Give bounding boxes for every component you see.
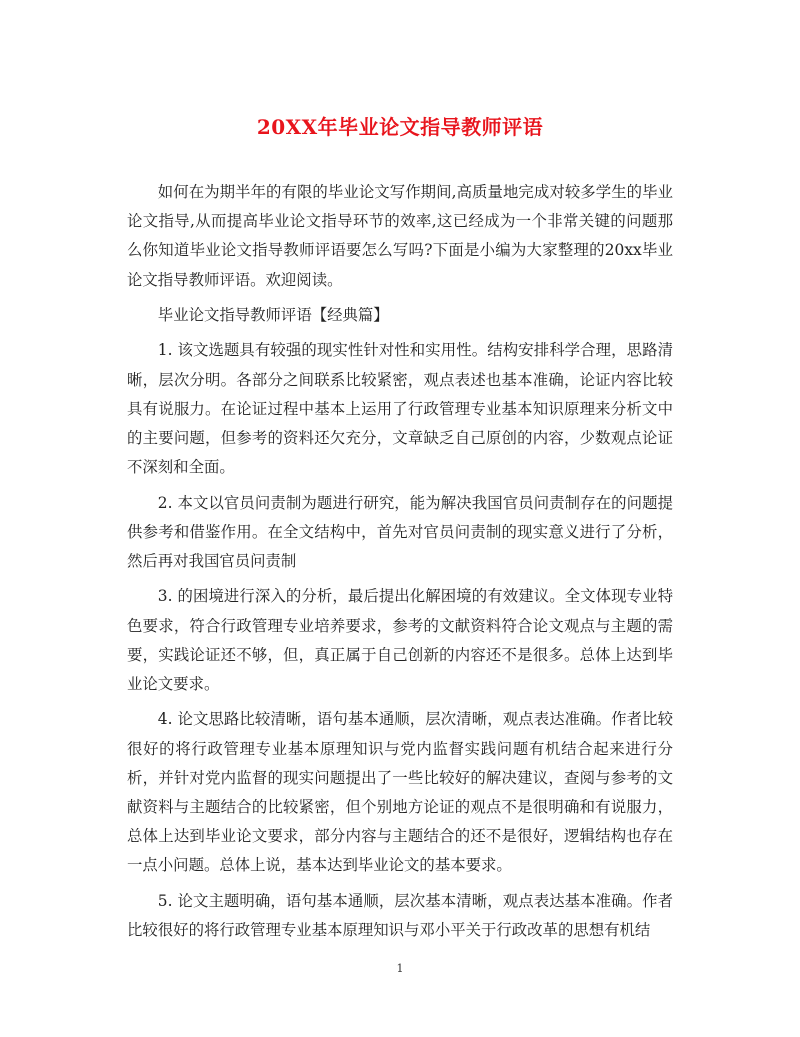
comment-paragraph-5: 5. 论文主题明确，语句基本通顺，层次基本清晰，观点表达基本准确。作者比较很好的将行政管理专业基本原理知识与邓小平关于行政改革的思想有机结 <box>127 891 673 939</box>
comment-paragraph-2: 2. 本文以官员问责制为题进行研究，能为解决我国官员问责制存在的问题提供参考和借鉴作用。在全文结构中，首先对官员问责制的现实意义进行了分析，然后再对我国官员问责制 <box>127 493 673 570</box>
comment-paragraph-1: 1. 该文选题具有较强的现实性针对性和实用性。结构安排科学合理，思路清晰，层次分明。各部分之间联系比较紧密，观点表述也基本准确，论证内容比较具有说服力。在论证过程中基本上运用了行政管理专业基本知识原理来分析文中的主要问题，但参考的资料还欠充分，文章缺乏自己原创的内容，少数观点论证不深刻和全面。 <box>127 341 673 477</box>
page-number: 1 <box>396 962 404 975</box>
document-title: 20XX年毕业论文指导教师评语 <box>256 115 544 139</box>
section-heading: 毕业论文指导教师评语【经典篇】 <box>157 306 389 324</box>
comment-paragraph-4: 4. 论文思路比较清晰，语句基本通顺，层次清晰，观点表达准确。作者比较很好的将行政管理专业基本原理知识与党内监督实践问题有机结合起来进行分析，并针对党内监督的现实问题提出了一些比较好的解决建议，查阅与参考的文献资料与主题结合的比较紧密，但个别地方论证的观点不是很明确和有说服力，总体上达到毕业论文要求，部分内容与主题结合的还不是很好，逻辑结构也存在一点小问题。总体上说，基本达到毕业论文的基本要求。 <box>127 710 673 875</box>
intro-paragraph: 如何在为期半年的有限的毕业论文写作期间,高质量地完成对较多学生的毕业论文指导,从而提高毕业论文指导环节的效率,这已经成为一个非常关键的问题那么你知道毕业论文指导教师评语要怎么写吗?下面是小编为大家整理的20xx毕业论文指导教师评语。欢迎阅读。 <box>127 183 673 289</box>
comment-paragraph-3: 3. 的困境进行深入的分析，最后提出化解困境的有效建议。全文体现专业特色要求，符合行政管理专业培养要求，参考的文献资料符合论文观点与主题的需要，实践论证还不够，但，真正属于自己创新的内容还不是很多。总体上达到毕业论文要求。 <box>127 587 673 693</box>
document-body <box>127 178 673 945</box>
